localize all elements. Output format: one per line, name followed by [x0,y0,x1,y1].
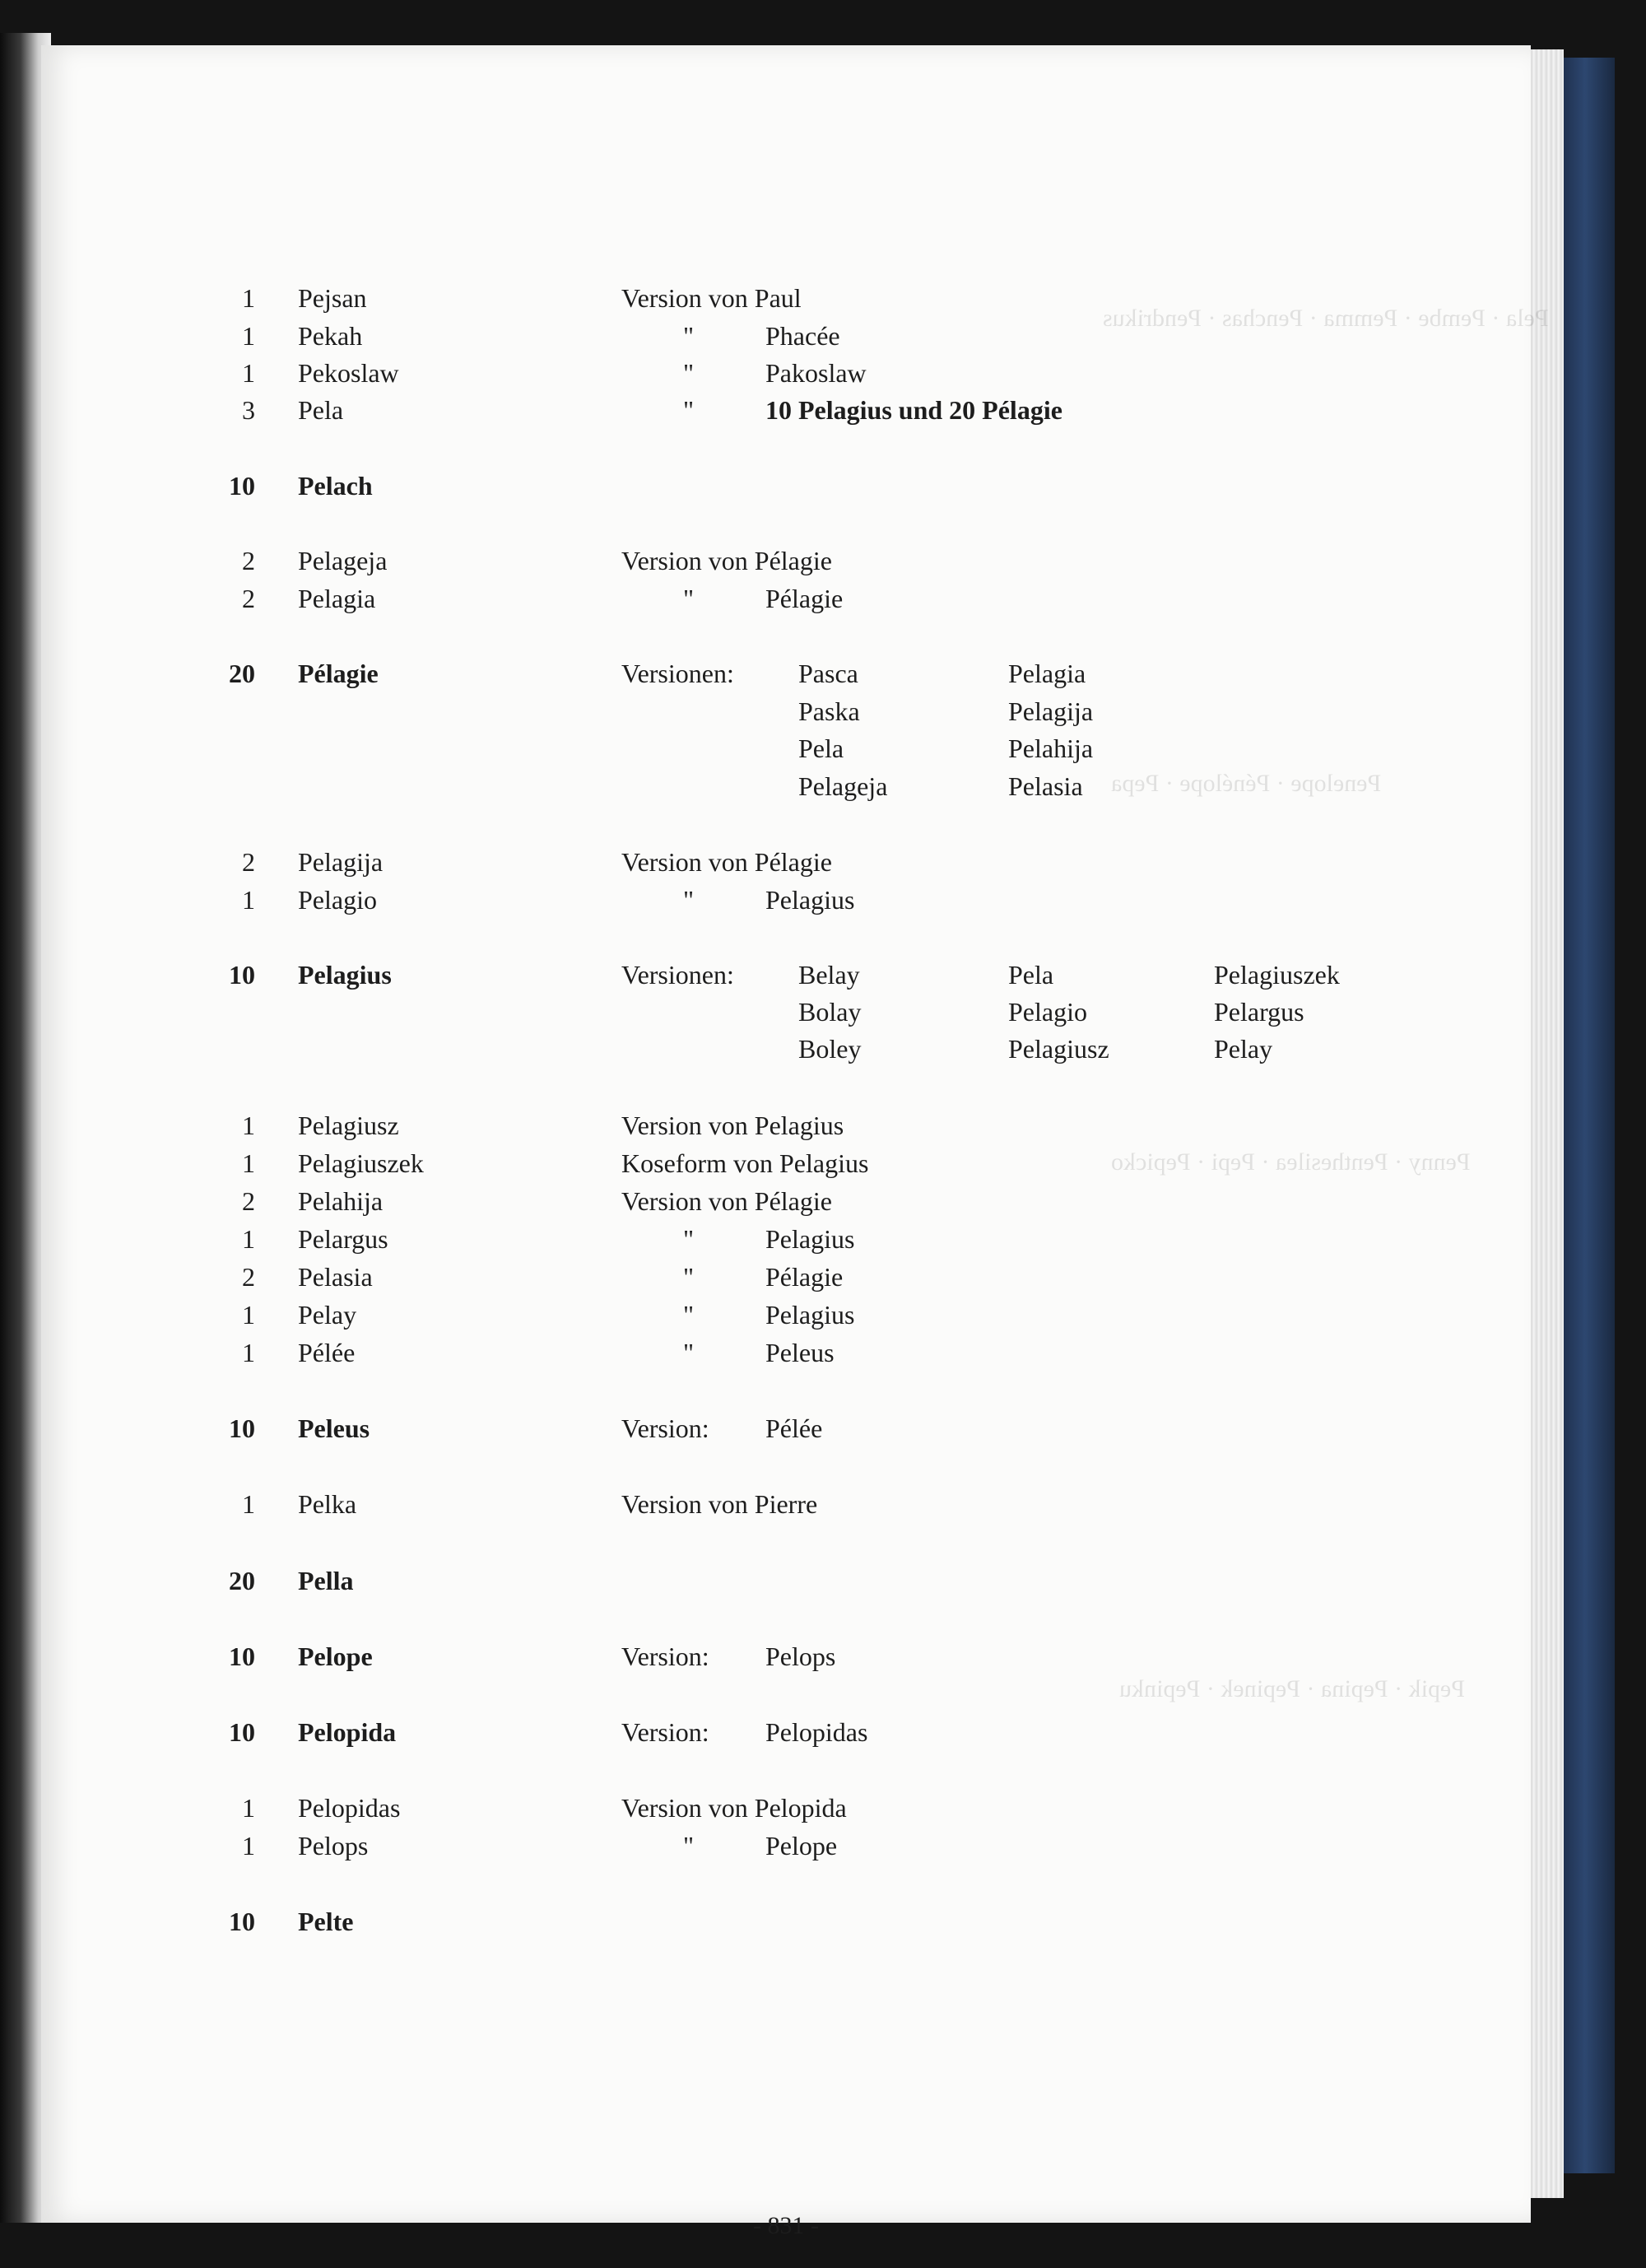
entry-description: Version von Pierre [621,1489,818,1519]
entry-variant: Phacée [765,321,840,351]
entry-variant: Pelasia [1008,771,1083,801]
entry-row [41,842,1531,882]
entry-description: " [683,358,695,388]
entry-name: Pekoslaw [298,358,399,388]
entry-description: Version: [621,1413,709,1443]
entry-variant: Pelope [765,1831,838,1861]
entry-variant: Bolay [798,997,862,1027]
entry-name: Pelopida [298,1717,397,1747]
entry-variant: Pelagio [1008,997,1087,1027]
entry-row [41,1106,1531,1145]
entry-name: Pelagiuszek [298,1148,424,1178]
entry-variant: Pelagius [765,1224,855,1254]
entry-name: Pelka [298,1489,357,1519]
entry-row [41,316,1531,356]
entry-row [41,880,1531,920]
entry-row [41,1333,1531,1372]
entry-name: Pelagiusz [298,1111,399,1140]
show-through-text: Penny · Penthesilea · Pepi · Pepicko [1111,1148,1471,1176]
entry-row [41,654,1531,693]
entry-row [41,729,1531,768]
entry-description: " [683,885,695,915]
entry-variant: Pela [798,733,844,763]
entry-row [41,1029,1531,1069]
entry-count: 2 [242,546,255,575]
entry-row [41,541,1531,580]
entry-variant: Pelahija [1008,733,1094,763]
entry-description: Version: [621,1642,709,1671]
entry-row [41,1143,1531,1183]
entry-row [41,1257,1531,1297]
entry-description: " [683,1300,695,1330]
entry-name: Pélagie [298,659,379,688]
entry-count: 2 [242,1186,255,1216]
entry-variant: Pelagia [1008,659,1086,688]
entry-name: Pelay [298,1300,357,1330]
entry-count: 1 [242,885,255,915]
entry-variant: Paska [798,696,860,726]
entry-description: " [683,395,695,425]
entry-row [41,1409,1531,1448]
entry-row [41,955,1531,994]
entry-row [41,992,1531,1032]
entry-variant: Pela [1008,960,1054,990]
entry-variant: Pelargus [1214,997,1304,1027]
entry-row [41,1826,1531,1865]
entry-row [41,766,1531,806]
entry-count: 10 [229,1413,255,1443]
entry-count: 10 [229,1907,255,1936]
entry-name: Pelope [298,1642,373,1671]
entry-count: 1 [242,358,255,388]
entry-name: Pelasia [298,1262,373,1292]
entry-variant: Pakoslaw [765,358,867,388]
entry-row [41,353,1531,393]
entry-variant: Pelagius [765,885,855,915]
entry-name: Pelopidas [298,1793,401,1823]
entry-name: Pelte [298,1907,354,1936]
entry-name: Pelahija [298,1186,384,1216]
entry-name: Pelagio [298,885,377,915]
entry-count: 1 [242,283,255,313]
entry-count: 1 [242,321,255,351]
entry-description: Koseform von Pelagius [621,1148,869,1178]
entry-variant: Pelageja [798,771,888,801]
show-through-text: Pela · Pembe · Pemma · Penchas · Pendrikus [1103,305,1549,332]
entry-variant: Pelay [1214,1034,1273,1064]
entry-name: Pelargus [298,1224,388,1254]
entry-count: 10 [229,471,255,501]
entry-description: " [683,1224,695,1254]
entry-variant: Peleus [765,1338,835,1367]
entry-count: 2 [242,584,255,613]
entry-description: " [683,584,695,613]
entry-row [41,1561,1531,1600]
entry-row [41,390,1531,430]
entry-row [41,1712,1531,1752]
entry-count: 10 [229,960,255,990]
entry-description: Version von Paul [621,283,802,313]
entry-name: Pelagija [298,847,384,877]
entry-description: " [683,1262,695,1292]
book-cover-edge [1555,58,1615,2173]
entry-name: Pelageja [298,546,388,575]
entry-count: 1 [242,1338,255,1367]
entry-count: 20 [229,659,255,688]
entry-count: 1 [242,1793,255,1823]
entry-name: Pelagius [298,960,392,990]
entry-name: Pélée [298,1338,356,1367]
entry-row [41,579,1531,618]
entry-description: Version: [621,1717,709,1747]
entry-description: Version von Pelagius [621,1111,844,1140]
entry-variant: Pélagie [765,584,844,613]
entry-description: Version von Pélagie [621,1186,832,1216]
entry-name: Pelagia [298,584,376,613]
page-number: - 831 - [753,2212,819,2239]
show-through-text: Pepik · Pepina · Pepinek · Pepinku [1119,1675,1465,1702]
entry-variant: Pelagija [1008,696,1094,726]
entry-description: Version von Pelopida [621,1793,847,1823]
entry-variant: Pasca [798,659,858,688]
show-through-text: Penelope · Pénélope · Pepa [1111,770,1382,797]
entry-name: Pejsan [298,283,367,313]
entry-count: 1 [242,1224,255,1254]
entry-count: 10 [229,1717,255,1747]
entry-count: 2 [242,1262,255,1292]
entry-count: 2 [242,847,255,877]
entry-description: " [683,1831,695,1861]
entry-name: Pelach [298,471,373,501]
entry-name: Pela [298,395,344,425]
entry-row [41,1181,1531,1221]
entry-row [41,1295,1531,1334]
entry-count: 1 [242,1148,255,1178]
entry-variant: Belay [798,960,860,990]
entry-variant: Pelagiuszek [1214,960,1340,990]
entry-description: Versionen: [621,659,734,688]
entry-count: 1 [242,1111,255,1140]
entry-variant: Pélagie [765,1262,844,1292]
entry-variant: Pélée [765,1413,823,1443]
entry-row [41,1902,1531,1941]
entry-name: Pelops [298,1831,369,1861]
entry-variant: Pelopidas [765,1717,868,1747]
entry-description: Version von Pélagie [621,847,832,877]
entry-row [41,692,1531,731]
entry-variant: Boley [798,1034,862,1064]
entry-name: Peleus [298,1413,370,1443]
entry-count: 1 [242,1300,255,1330]
entry-variant: Pelagius [765,1300,855,1330]
entry-description: " [683,1338,695,1367]
entry-variant: Pelagiusz [1008,1034,1109,1064]
entry-row [41,466,1531,505]
book-page [41,45,1549,2239]
entry-count: 3 [242,395,255,425]
entry-count: 20 [229,1566,255,1595]
entry-row [41,278,1531,318]
entry-row [41,1637,1531,1676]
entry-name: Pella [298,1566,354,1595]
entry-row [41,1484,1531,1524]
entry-name: Pekah [298,321,363,351]
entry-count: 1 [242,1831,255,1861]
entry-variant: 10 Pelagius und 20 Pélagie [765,395,1062,425]
entry-row [41,1788,1531,1828]
entry-description: " [683,321,695,351]
entry-count: 1 [242,1489,255,1519]
entry-description: Versionen: [621,960,734,990]
entry-count: 10 [229,1642,255,1671]
entry-variant: Pelops [765,1642,836,1671]
entry-row [41,1219,1531,1259]
entry-description: Version von Pélagie [621,546,832,575]
